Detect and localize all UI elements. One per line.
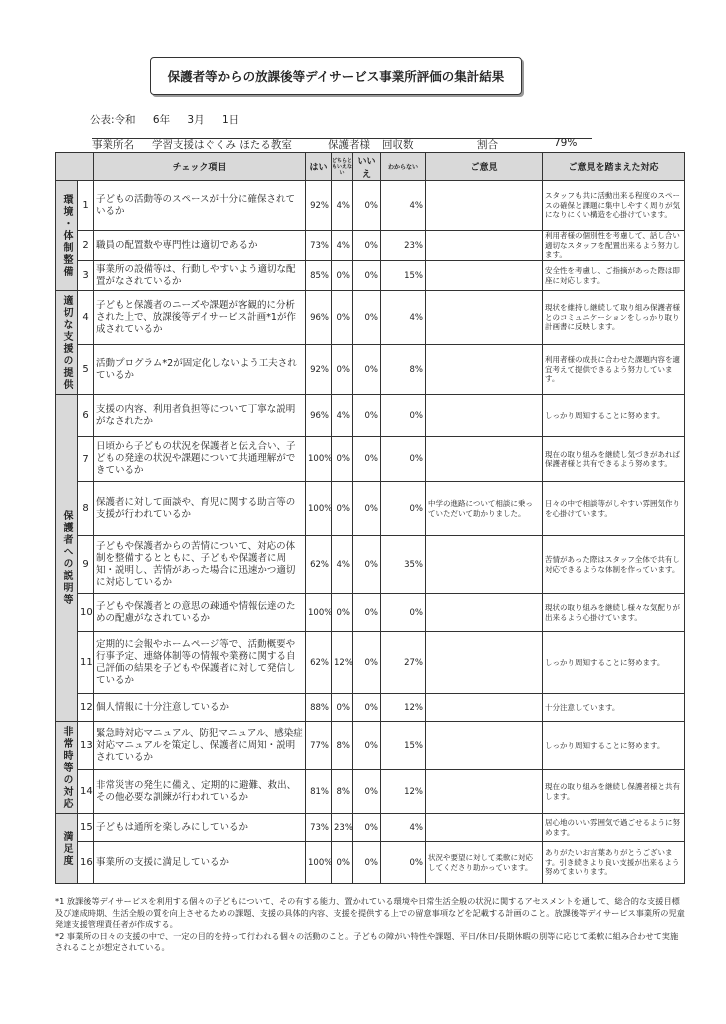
row-number: 9 [78,536,94,594]
row-number: 2 [78,231,94,261]
pct-no: 0% [353,395,381,437]
opinion-text [426,345,543,395]
table-row [56,694,685,722]
row-number: 1 [78,181,94,231]
pct-yes: 100% [306,594,332,632]
check-item: 子どもの活動等のスペースが十分に確保されているか [94,181,306,231]
opinion-text [426,231,543,261]
pct-no: 0% [353,437,381,482]
rate-label: 割合 [477,139,498,151]
response-text: 利用者様の成長に合わせた課題内容を適宜考えて提供できるよう努力しています。 [543,345,685,395]
opinion-text [426,694,543,722]
pct-neither: 8% [332,722,353,770]
table-row [56,594,685,632]
facility-info [92,137,592,151]
pct-unknown: 4% [381,814,426,842]
pct-no: 0% [353,536,381,594]
row-number: 10 [78,594,94,632]
opinion-text [426,814,543,842]
opinion-text [426,594,543,632]
opinion-text [426,632,543,694]
pct-no: 0% [353,594,381,632]
pct-no: 0% [353,694,381,722]
row-number: 8 [78,482,94,536]
table-row [56,536,685,594]
check-item: 子どもは通所を楽しみにしているか [94,814,306,842]
table-row [56,482,685,536]
table-row [56,395,685,437]
rate-value: 79% [554,137,578,149]
response-text: 居心地のいい雰囲気で過ごせるように努めます。 [543,814,685,842]
category-label: 環境・体制整備 [56,181,78,291]
pct-neither: 4% [332,181,353,231]
table-header-row [56,153,685,181]
check-item: 緊急時対応マニュアル、防犯マニュアル、感染症対応マニュアルを策定し、保護者に周知・説明されているか [94,722,306,770]
pct-unknown: 15% [381,722,426,770]
opinion-text [426,770,543,814]
category-label: 適切な支援の提供 [56,291,78,395]
pct-yes: 88% [306,694,332,722]
pct-yes: 92% [306,181,332,231]
pct-no: 0% [353,291,381,345]
response-text: 利用者様の個別性を考慮して、話し合い適切なスタッフを配置出来るよう努力します。 [543,231,685,261]
response-text: 苦情があった際はスタッフ全体で共有し対応できるような体制を作っています。 [543,536,685,594]
category-label: 非常時等の対応 [56,722,78,814]
pct-no: 0% [353,842,381,884]
pct-unknown: 0% [381,594,426,632]
pct-yes: 81% [306,770,332,814]
publication-date [90,112,253,127]
publication-day: 1日 [221,114,240,126]
opinion-text [426,536,543,594]
table-row [56,261,685,291]
opinion-text [426,722,543,770]
response-text: ありがたいお言葉ありがとうございます。引き続きより良い支援が出来るよう努めてまいります。 [543,842,685,884]
opinion-text: 状況や要望に対して柔軟に対応してくださり助かっています。 [426,842,543,884]
header-no: いいえ [353,153,381,181]
check-item: 日頃から子どもの状況を保護者と伝え合い、子どもの発達の状況や課題について共通理解ができているか [94,437,306,482]
header-response: ご意見を踏まえた対応 [543,153,685,181]
footnote-1: *1 放課後等デイサービスを利用する個々の子どもについて、その有する能力、置かれている環境や日常生活全般の状況に関するアセスメントを通して、総合的な支援目標及び達成時期、生活全般の質を向上させるための課題、支援の具体的内容、支援を提供する上での留意事項などを記載する計画のこと。放課後等デイサービス事業所の児童発達支援管理責任者が作成する。 [55,896,685,929]
category-label: 満足度 [56,814,78,884]
footnotes [55,896,685,954]
pct-yes: 100% [306,437,332,482]
pct-yes: 96% [306,291,332,345]
pct-unknown: 8% [381,345,426,395]
pct-no: 0% [353,181,381,231]
pct-unknown: 0% [381,842,426,884]
table-row [56,291,685,345]
pct-neither: 0% [332,291,353,345]
pct-neither: 4% [332,536,353,594]
pct-neither: 0% [332,482,353,536]
row-number: 12 [78,694,94,722]
row-number: 7 [78,437,94,482]
publication-month: 3月 [187,114,205,126]
row-number: 14 [78,770,94,814]
pct-unknown: 0% [381,395,426,437]
check-item: 職員の配置数や専門性は適切であるか [94,231,306,261]
footnote-2: *2 事業所の日々の支援の中で、一定の目的を持って行われる個々の活動のこと。子どもの障がい特性や課題、平日/休日/長期休暇の別等に応じて柔軟に組み合わせて実施されることが想定されている。 [55,930,679,952]
pct-no: 0% [353,770,381,814]
check-item: 事業所の設備等は、行動しやすいよう適切な配置がなされているか [94,261,306,291]
evaluation-table [55,152,685,884]
pct-unknown: 12% [381,694,426,722]
pct-yes: 100% [306,482,332,536]
pct-yes: 85% [306,261,332,291]
pct-no: 0% [353,632,381,694]
header-yes: はい [306,153,332,181]
pct-unknown: 0% [381,437,426,482]
pct-yes: 77% [306,722,332,770]
response-text: しっかり周知することに努めます。 [543,632,685,694]
pct-no: 0% [353,345,381,395]
pct-neither: 8% [332,770,353,814]
pct-neither: 4% [332,395,353,437]
check-item: 定期的に会報やホームページ等で、活動概要や行事予定、連絡体制等の情報や業務に関する自己評価の結果を子どもや保護者に対して発信しているか [94,632,306,694]
pct-unknown: 12% [381,770,426,814]
check-item: 活動プログラム*2が固定化しないよう工夫されているか [94,345,306,395]
row-number: 5 [78,345,94,395]
category-label: 保護者への説明等 [56,395,78,722]
respondent-label: 保護者様 [328,139,370,151]
pct-no: 0% [353,231,381,261]
opinion-text [426,395,543,437]
row-number: 11 [78,632,94,694]
pct-yes: 73% [306,814,332,842]
table-row [56,722,685,770]
pct-unknown: 35% [381,536,426,594]
table-row [56,181,685,231]
pct-unknown: 23% [381,231,426,261]
pct-no: 0% [353,814,381,842]
response-text: 現在の取り組みを継続し気づきがあれば保護者様と共有できるよう努めます。 [543,437,685,482]
pct-yes: 62% [306,632,332,694]
pct-neither: 0% [332,261,353,291]
opinion-text [426,437,543,482]
pct-yes: 92% [306,345,332,395]
response-text: 現状を維持し継続して取り組み保護者様とのコミュニケーションをしっかり取り計画書に反映します。 [543,291,685,345]
pct-yes: 73% [306,231,332,261]
row-number: 13 [78,722,94,770]
pct-unknown: 0% [381,482,426,536]
opinion-text [426,291,543,345]
table-row [56,770,685,814]
pct-neither: 4% [332,231,353,261]
pct-neither: 0% [332,694,353,722]
check-item: 非常災害の発生に備え、定期的に避難、救出、その他必要な訓練が行われているか [94,770,306,814]
facility-name-label: 事業所名 [92,139,134,151]
table-row [56,842,685,884]
response-text: 日々の中で相談等がしやすい雰囲気作りを心掛けています。 [543,482,685,536]
table-row [56,345,685,395]
pct-neither: 0% [332,594,353,632]
check-item: 保護者に対して面談や、育児に関する助言等の支援が行われているか [94,482,306,536]
pct-unknown: 15% [381,261,426,291]
collected-label: 回収数 [382,139,414,151]
row-number: 15 [78,814,94,842]
response-text: 安全性を考慮し、ご指摘があった際は即座に対応します。 [543,261,685,291]
facility-name: 学習支援はぐくみ ほたる教室 [152,139,292,151]
table-row [56,632,685,694]
opinion-text [426,261,543,291]
table-row [56,437,685,482]
page-title: 保護者等からの放課後等デイサービス事業所評価の集計結果 [150,57,522,95]
pct-no: 0% [353,482,381,536]
check-item: 子どもや保護者からの苦情について、対応の体制を整備するとともに、子どもや保護者に周知・説明し、苦情があった場合に迅速かつ適切に対応しているか [94,536,306,594]
header-blank [56,153,94,181]
publication-year: 6年 [152,114,171,126]
response-text: 現在の取り組みを継続し保護者様と共有します。 [543,770,685,814]
pct-no: 0% [353,261,381,291]
pct-neither: 0% [332,437,353,482]
pct-neither: 12% [332,632,353,694]
check-item: 事業所の支援に満足しているか [94,842,306,884]
row-number: 3 [78,261,94,291]
header-unknown: わからない [381,153,426,181]
row-number: 16 [78,842,94,884]
table-row [56,231,685,261]
pct-unknown: 4% [381,291,426,345]
header-item: チェック項目 [94,153,306,181]
pct-unknown: 27% [381,632,426,694]
response-text: 現状の取り組みを継続し様々な気配りが出来るよう心掛けています。 [543,594,685,632]
response-text: スタッフも共に活動出来る程度のスペースの確保と課題に集中しやすく周りが気になりにくい構造を心掛けています。 [543,181,685,231]
row-number: 6 [78,395,94,437]
publication-label: 公表:令和 [90,114,136,126]
pct-yes: 96% [306,395,332,437]
pct-neither: 0% [332,842,353,884]
response-text: 十分注意しています。 [543,694,685,722]
header-neither: どちらともいえない [332,153,353,181]
check-item: 支援の内容、利用者負担等について丁寧な説明がなされたか [94,395,306,437]
row-number: 4 [78,291,94,345]
opinion-text: 中学の進路について相談に乗っていただいて助かりました。 [426,482,543,536]
opinion-text [426,181,543,231]
pct-unknown: 4% [381,181,426,231]
pct-neither: 0% [332,345,353,395]
pct-no: 0% [353,722,381,770]
check-item: 子どもや保護者との意思の疎通や情報伝達のための配慮がなされているか [94,594,306,632]
check-item: 子どもと保護者のニーズや課題が客観的に分析された上で、放課後等デイサービス計画*1が作成されているか [94,291,306,345]
pct-yes: 100% [306,842,332,884]
table-row [56,814,685,842]
header-opinion: ご意見 [426,153,543,181]
pct-yes: 62% [306,536,332,594]
check-item: 個人情報に十分注意しているか [94,694,306,722]
pct-neither: 23% [332,814,353,842]
response-text: しっかり周知することに努めます。 [543,395,685,437]
response-text: しっかり周知することに努めます。 [543,722,685,770]
